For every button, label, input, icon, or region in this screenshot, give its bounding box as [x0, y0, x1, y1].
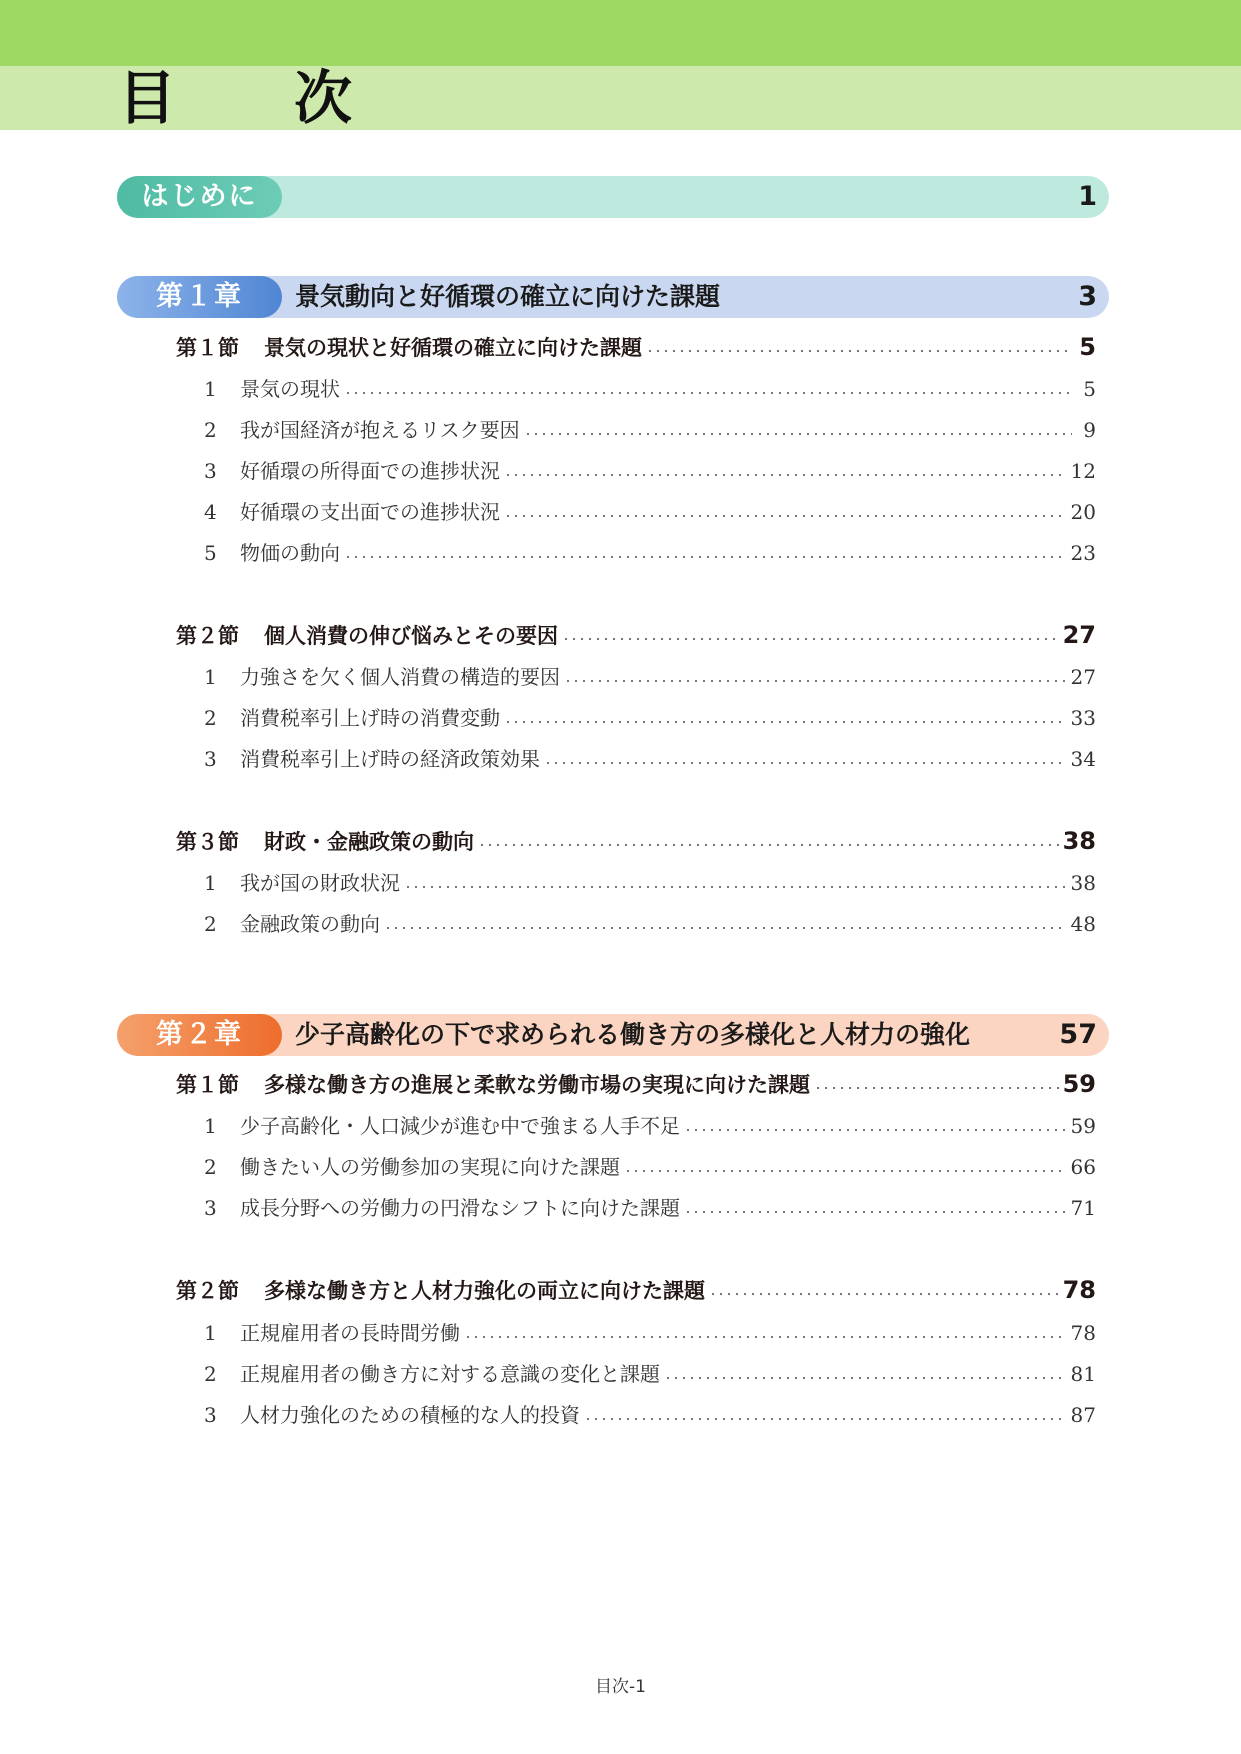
dot-leader	[564, 680, 1067, 682]
item-page-number: 23	[1070, 541, 1096, 565]
dot-leader	[562, 638, 1059, 640]
item-title: 人材力強化のための積極的な人的投資	[240, 1403, 580, 1427]
section-page-number: 38	[1062, 827, 1096, 855]
section-row[interactable]	[176, 1275, 1096, 1305]
item-page-number: 12	[1070, 459, 1096, 483]
dot-leader	[814, 1087, 1059, 1089]
item-page-number: 5	[1083, 377, 1096, 401]
item-number: 2	[204, 706, 217, 730]
section-row[interactable]	[176, 332, 1096, 362]
toc-item[interactable]	[204, 909, 1096, 939]
item-title: 我が国経済が抱えるリスク要因	[240, 418, 520, 442]
item-title: 消費税率引上げ時の経済政策効果	[240, 747, 540, 771]
dot-leader	[646, 350, 1072, 352]
toc-item[interactable]	[204, 1193, 1096, 1223]
intro-bar[interactable]	[117, 176, 1109, 218]
toc-item[interactable]	[204, 1111, 1096, 1141]
intro-page-number: 1	[1078, 181, 1097, 212]
section-title: 多様な働き方の進展と柔軟な労働市場の実現に向けた課題	[264, 1073, 810, 1097]
dot-leader	[344, 392, 1072, 394]
toc-item[interactable]	[204, 744, 1096, 774]
item-page-number: 66	[1070, 1155, 1096, 1179]
section-page-number: 27	[1062, 621, 1096, 649]
dot-leader	[404, 886, 1067, 888]
item-number: 3	[204, 1196, 217, 1220]
section-title: 多様な働き方と人材力強化の両立に向けた課題	[264, 1279, 705, 1303]
section-number: 第２節	[176, 624, 239, 648]
section-page-number: 78	[1062, 1276, 1096, 1304]
item-page-number: 27	[1070, 665, 1096, 689]
item-page-number: 71	[1070, 1196, 1096, 1220]
section-row[interactable]	[176, 1069, 1096, 1099]
dot-leader	[524, 433, 1072, 435]
item-number: 1	[204, 377, 217, 401]
item-page-number: 9	[1083, 418, 1096, 442]
item-title: 少子高齢化・人口減少が進む中で強まる人手不足	[240, 1114, 680, 1138]
item-number: 4	[204, 500, 217, 524]
item-number: 1	[204, 871, 217, 895]
item-title: 我が国の財政状況	[240, 871, 400, 895]
dot-leader	[504, 721, 1067, 723]
section-number: 第３節	[176, 830, 239, 854]
item-number: 2	[204, 1155, 217, 1179]
toc-item[interactable]	[204, 1400, 1096, 1430]
item-number: 1	[204, 1114, 217, 1138]
page-title: 目 次	[118, 64, 383, 132]
chapter-1-title: 景気動向と好循環の確立に向けた課題	[295, 282, 721, 311]
item-title: 金融政策の動向	[240, 912, 380, 936]
chapter-2-tab: 第２章	[117, 1014, 282, 1056]
toc-item[interactable]	[204, 374, 1096, 404]
dot-leader	[384, 927, 1067, 929]
section-number: 第１節	[176, 1073, 239, 1097]
item-number: 2	[204, 1362, 217, 1386]
toc-item[interactable]	[204, 868, 1096, 898]
dot-leader	[584, 1418, 1067, 1420]
chapter-2-bar[interactable]	[117, 1014, 1109, 1056]
item-page-number: 34	[1070, 747, 1096, 771]
chapter-1-bar[interactable]	[117, 276, 1109, 318]
dot-leader	[709, 1293, 1059, 1295]
item-page-number: 87	[1070, 1403, 1096, 1427]
chapter-1-tab: 第１章	[117, 276, 282, 318]
toc-item[interactable]	[204, 538, 1096, 568]
dot-leader	[504, 515, 1067, 517]
section-page-number: 59	[1062, 1070, 1096, 1098]
section-number: 第２節	[176, 1279, 239, 1303]
section-row[interactable]	[176, 620, 1096, 650]
item-title: 働きたい人の労働参加の実現に向けた課題	[240, 1155, 620, 1179]
dot-leader	[478, 844, 1059, 846]
item-page-number: 33	[1070, 706, 1096, 730]
dot-leader	[504, 474, 1067, 476]
item-number: 5	[204, 541, 217, 565]
dot-leader	[624, 1170, 1067, 1172]
section-title: 景気の現状と好循環の確立に向けた課題	[264, 336, 642, 360]
item-title: 景気の現状	[240, 377, 340, 401]
item-number: 3	[204, 1403, 217, 1427]
item-page-number: 59	[1070, 1114, 1096, 1138]
toc-item[interactable]	[204, 497, 1096, 527]
top-color-band	[0, 0, 1241, 66]
chapter-1-page-number: 3	[1078, 281, 1097, 312]
toc-item[interactable]	[204, 456, 1096, 486]
dot-leader	[684, 1129, 1067, 1131]
item-title: 消費税率引上げ時の消費変動	[240, 706, 500, 730]
chapter-2-page-number: 57	[1059, 1019, 1097, 1050]
chapter-2-title: 少子高齢化の下で求められる働き方の多様化と人材力の強化	[295, 1020, 971, 1049]
item-title: 好循環の所得面での進捗状況	[240, 459, 500, 483]
intro-tab: はじめに	[117, 176, 282, 218]
toc-item[interactable]	[204, 1318, 1096, 1348]
item-title: 物価の動向	[240, 541, 340, 565]
item-title: 正規雇用者の働き方に対する意識の変化と課題	[240, 1362, 660, 1386]
section-page-number: 5	[1079, 333, 1096, 361]
dot-leader	[544, 762, 1067, 764]
item-page-number: 38	[1070, 871, 1096, 895]
page-footer: 目次-1	[595, 1677, 646, 1697]
toc-item[interactable]	[204, 703, 1096, 733]
item-number: 1	[204, 665, 217, 689]
section-title: 財政・金融政策の動向	[264, 830, 474, 854]
dot-leader	[684, 1211, 1067, 1213]
item-number: 2	[204, 912, 217, 936]
item-number: 3	[204, 459, 217, 483]
section-title: 個人消費の伸び悩みとその要因	[264, 624, 558, 648]
toc-item[interactable]	[204, 662, 1096, 692]
section-row[interactable]	[176, 826, 1096, 856]
item-number: 3	[204, 747, 217, 771]
item-number: 2	[204, 418, 217, 442]
item-title: 正規雇用者の長時間労働	[240, 1321, 460, 1345]
item-page-number: 78	[1070, 1321, 1096, 1345]
item-title: 力強さを欠く個人消費の構造的要因	[240, 665, 560, 689]
item-page-number: 20	[1070, 500, 1096, 524]
toc-item[interactable]	[204, 415, 1096, 445]
item-number: 1	[204, 1321, 217, 1345]
item-title: 好循環の支出面での進捗状況	[240, 500, 500, 524]
item-page-number: 48	[1070, 912, 1096, 936]
item-title: 成長分野への労働力の円滑なシフトに向けた課題	[240, 1196, 680, 1220]
dot-leader	[344, 556, 1067, 558]
toc-item[interactable]	[204, 1359, 1096, 1389]
dot-leader	[664, 1377, 1067, 1379]
toc-item[interactable]	[204, 1152, 1096, 1182]
dot-leader	[464, 1336, 1067, 1338]
section-number: 第１節	[176, 336, 239, 360]
item-page-number: 81	[1070, 1362, 1096, 1386]
